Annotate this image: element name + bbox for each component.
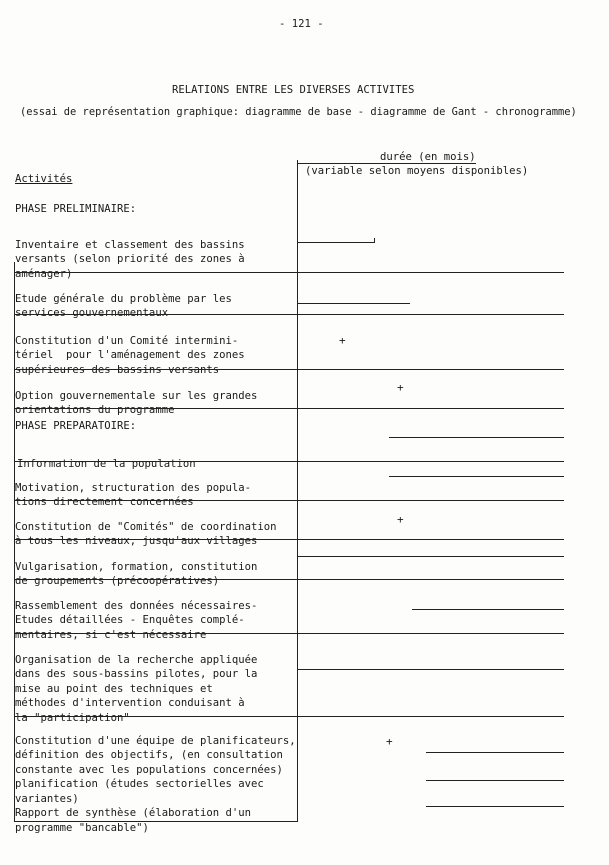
milestone-4: +: [397, 381, 404, 394]
gantt-bar-2: [298, 303, 410, 304]
activity-row-10: Organisation de la recherche appliquée dans des sous-bassins pilotes, pour la mise au point des techniques et méthodes d'intervention conduisant à la "participation": [15, 653, 258, 724]
gantt-bar-10: [298, 669, 564, 670]
duration-label: durée (en mois): [380, 151, 476, 163]
phase-preliminaire-heading: PHASE PRELIMINAIRE:: [15, 203, 137, 215]
activity-row-8: Vulgarisation, formation, constitution de groupements (précoopératives): [15, 560, 258, 587]
activity-row-5: Information de la population: [17, 457, 196, 470]
page-subtitle: (essai de représentation graphique: diagramme de base - diagramme de Gant - chronogramme): [20, 106, 577, 118]
gantt-bar-1: [298, 242, 374, 243]
duration-note: (variable selon moyens disponibles): [305, 165, 529, 177]
activity-row-2: Etude générale du problème par les services gouvernementaux: [15, 292, 232, 319]
activity-row-6: Motivation, structuration des popula- tions directement concernées: [15, 481, 251, 508]
gantt-bar-6: [389, 476, 564, 477]
activity-row-1: Inventaire et classement des bassins versants (selon priorité des zones à aménager): [15, 238, 245, 280]
gantt-bar-11b: [426, 780, 564, 781]
row-separator: [14, 500, 564, 501]
gantt-bar-11a: [426, 752, 564, 753]
page-title: RELATIONS ENTRE LES DIVERSES ACTIVITES: [172, 84, 415, 96]
activity-row-4: Option gouvernementale sur les grandes orientations du programme: [15, 389, 258, 416]
row-separator: [14, 461, 564, 462]
gantt-bar-11c: [426, 806, 564, 807]
activity-row-3: Constitution d'un Comité intermini- tériel pour l'aménagement des zones supérieures des bassins versants: [15, 334, 245, 376]
activities-label: Activités: [15, 173, 73, 185]
row-separator: [14, 369, 564, 370]
row-separator: [14, 633, 564, 634]
row-separator: [14, 539, 564, 540]
row-separator: [14, 716, 564, 717]
gantt-bar-8: [298, 556, 564, 557]
chart-axis: [297, 160, 298, 822]
phase-preparatoire-heading: PHASE PREPARATOIRE:: [15, 420, 137, 432]
milestone-11: +: [386, 735, 393, 748]
milestone-7: +: [397, 513, 404, 526]
activity-row-9: Rassemblement des données nécessaires- Etudes détaillées - Enquêtes complé- mentaires, si c'est nécessaire: [15, 599, 258, 641]
activity-row-7: Constitution de "Comités" de coordination à tous les niveaux, jusqu'aux villages: [15, 520, 277, 547]
gantt-bar-9: [412, 609, 564, 610]
row-separator: [14, 272, 564, 273]
gantt-bar-1-tick: [374, 238, 375, 243]
milestone-3: +: [339, 334, 346, 347]
gantt-bar-5: [389, 437, 564, 438]
activity-row-11: Constitution d'une équipe de planificateurs, définition des objectifs, (en consultation constante avec les populations concernées) planification (études sectorielles avec variantes) Rapport de synthèse (élaboration d'un programme "bancable"): [15, 734, 296, 834]
row-separator: [14, 579, 564, 580]
page-number: - 121 -: [279, 18, 324, 30]
row-separator: [14, 408, 564, 409]
table-bottom-border: [14, 821, 298, 822]
duration-underline: [298, 163, 476, 164]
row-separator: [14, 314, 564, 315]
